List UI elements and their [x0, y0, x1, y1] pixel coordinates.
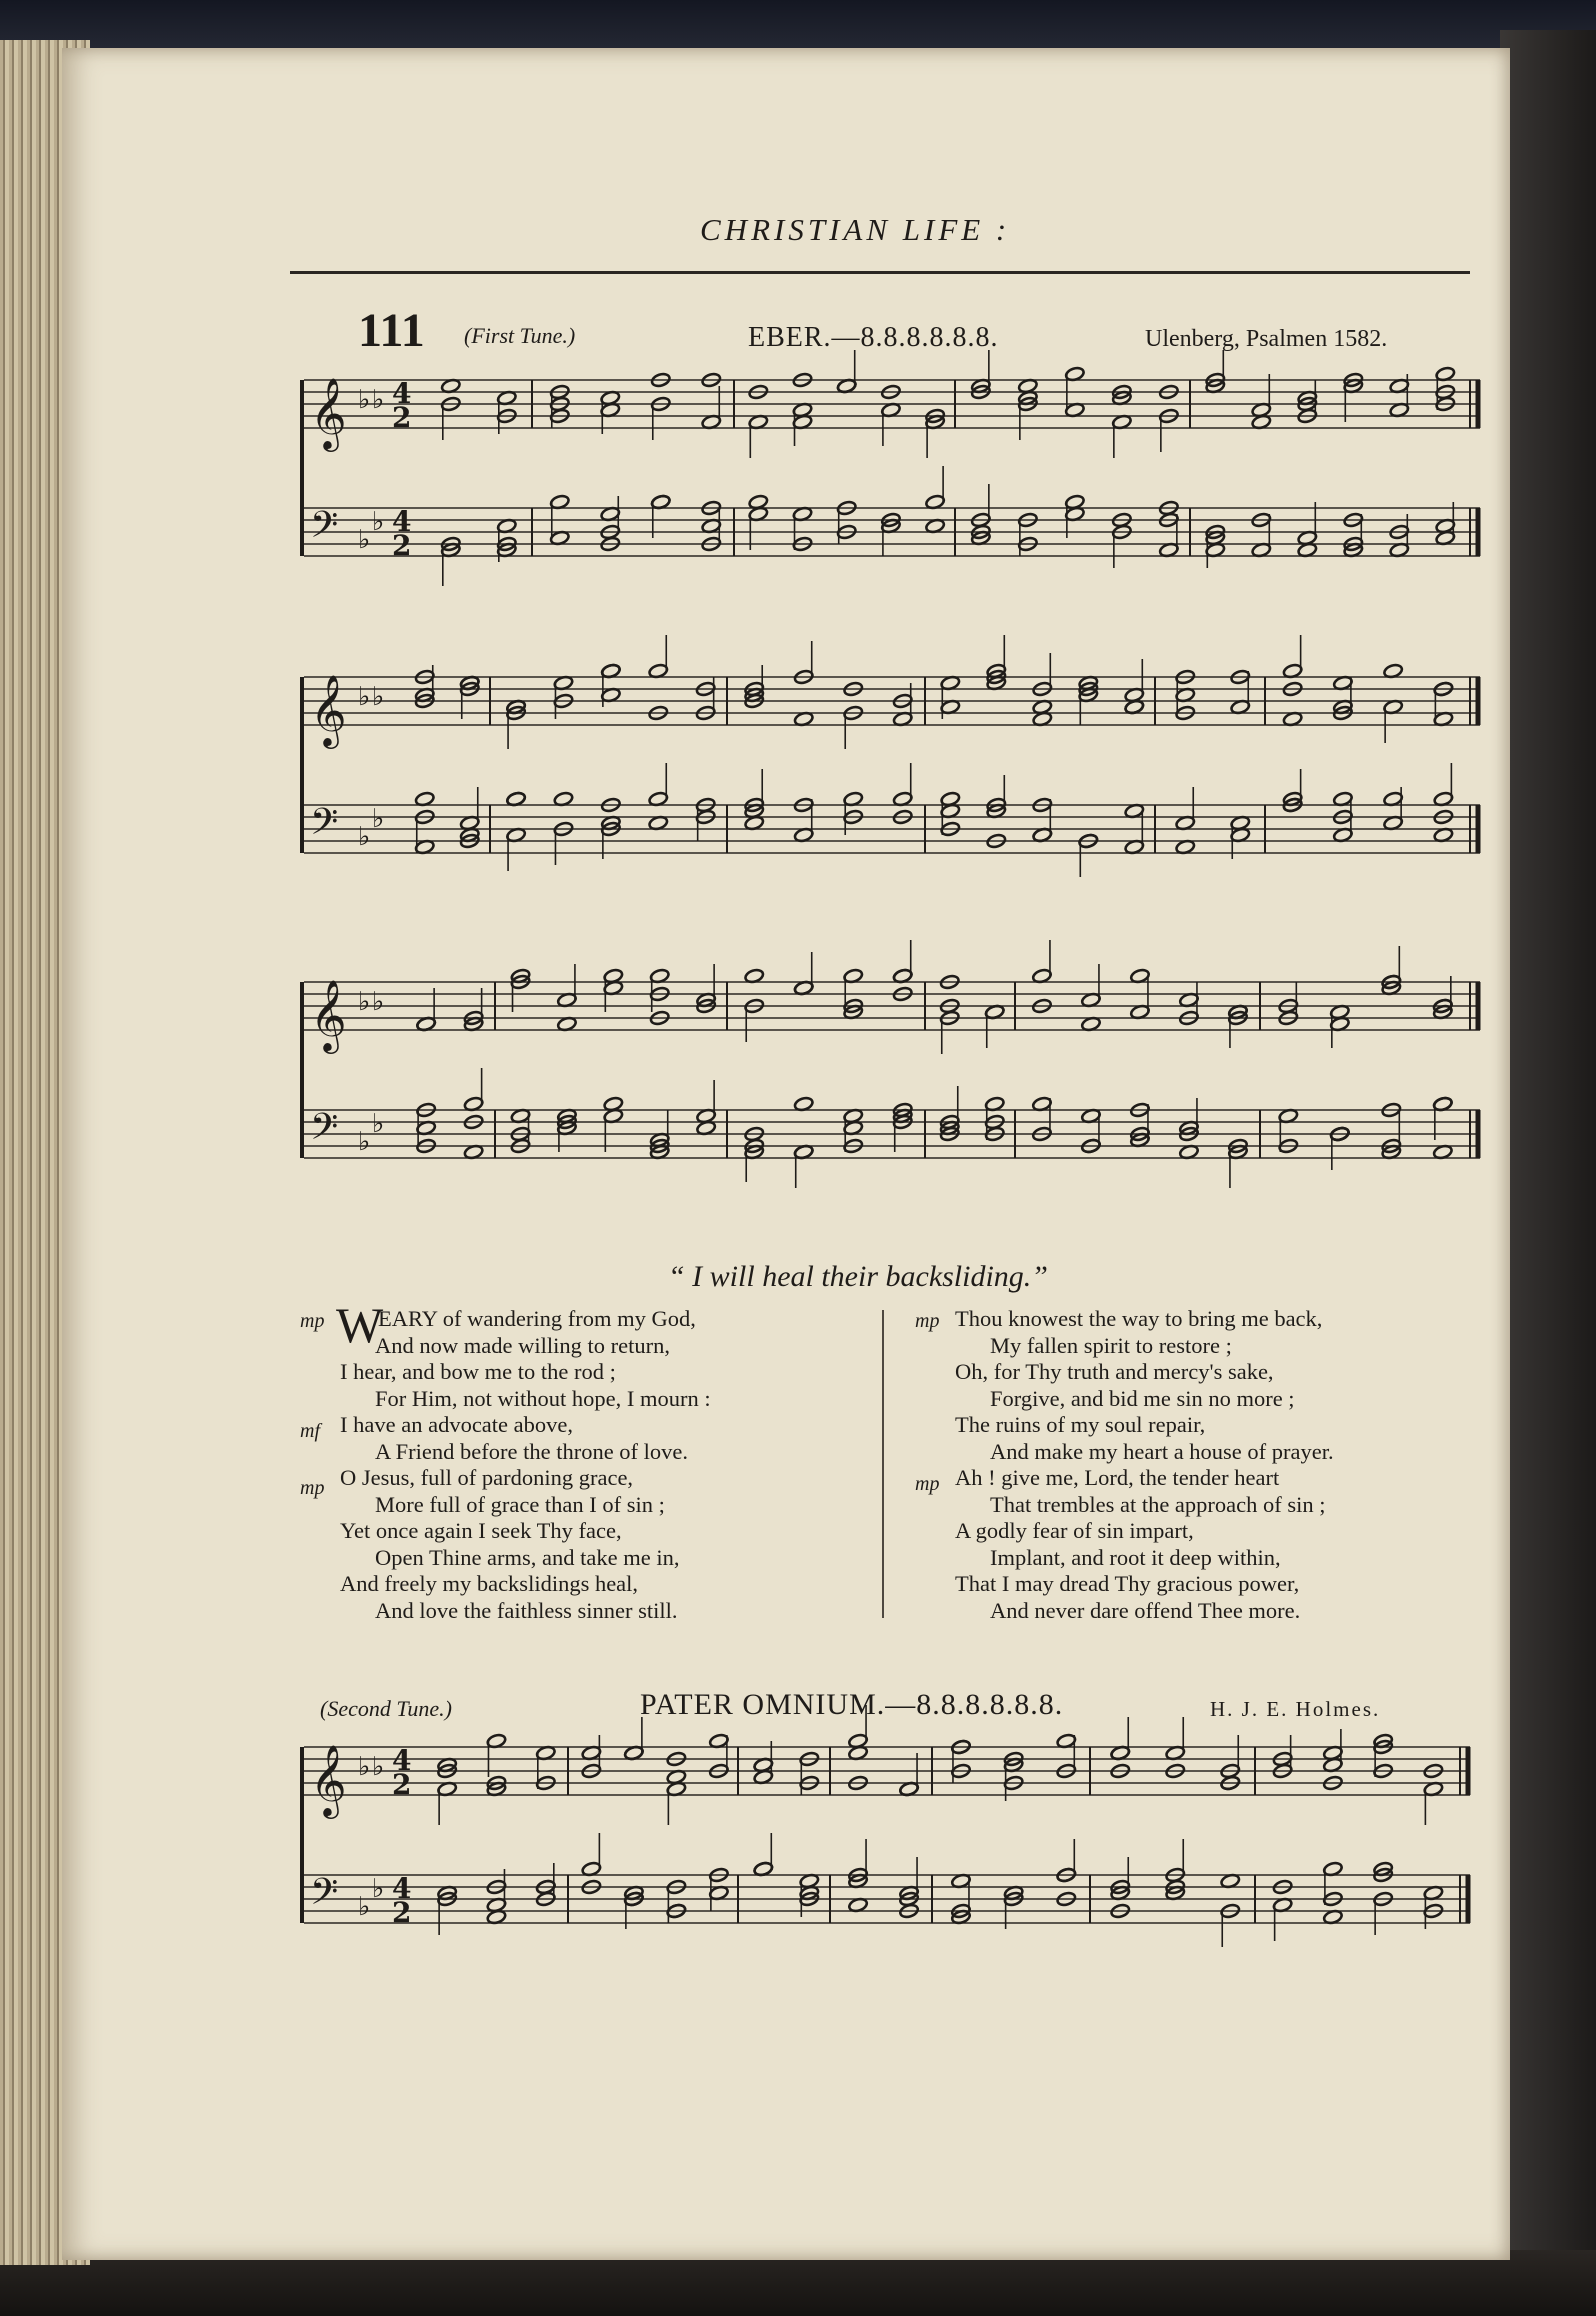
- treble-clef-icon: 𝄞: [310, 1743, 347, 1816]
- first-tune-label: (First Tune.): [464, 323, 576, 348]
- dynamic-marking: mp: [300, 1310, 325, 1332]
- bass-clef-icon: 𝄢: [310, 801, 339, 852]
- music-system-2: [300, 665, 1480, 877]
- verse-line: Forgive, and bid me sin no more ;: [990, 1385, 1295, 1411]
- verse-line: EARY of wandering from my God,: [378, 1306, 696, 1331]
- music-system-4: [300, 1735, 1470, 1947]
- flat-icon: ♭: [358, 525, 371, 555]
- dynamic-marking: mp: [915, 1310, 940, 1332]
- verse-line: O Jesus, full of pardoning grace,: [340, 1465, 634, 1490]
- second-tune-name: PATER OMNIUM.—8.8.8.8.8.8.: [640, 1688, 1064, 1721]
- dynamic-marking: mf: [300, 1420, 320, 1442]
- flat-icon: ♭: [372, 987, 385, 1017]
- verse-line: Thou knowest the way to bring me back,: [955, 1306, 1323, 1331]
- time-signature-bottom: 2: [392, 401, 412, 434]
- verse-line: And now made willing to return,: [375, 1332, 670, 1358]
- drop-cap: W: [336, 1297, 384, 1353]
- time-signature-top: 4: [392, 1744, 412, 1777]
- time-signature-bottom: 2: [392, 1896, 412, 1929]
- verse-line: For Him, not without hope, I mourn :: [375, 1385, 711, 1411]
- dynamic-marking: mp: [300, 1477, 325, 1499]
- music-system-1: [300, 368, 1480, 580]
- verse-line: And make my heart a house of prayer.: [990, 1438, 1334, 1464]
- first-tune-name: EBER.—8.8.8.8.8.8.: [748, 322, 999, 353]
- bass-clef-icon: 𝄢: [310, 1106, 339, 1157]
- treble-clef-icon: 𝄞: [310, 673, 347, 746]
- verse-line: And freely my backslidings heal,: [340, 1571, 639, 1596]
- flat-icon: ♭: [372, 682, 385, 712]
- hymn-number: 111: [358, 304, 425, 357]
- music-staff: [300, 1735, 1470, 1947]
- flat-icon: ♭: [358, 822, 371, 852]
- time-signature-bottom: 2: [392, 1768, 412, 1801]
- hymn-motto: “ I will heal their backsliding.”: [668, 1260, 1048, 1293]
- flat-icon: ♭: [358, 1892, 371, 1922]
- verse-line: Open Thine arms, and take me in,: [375, 1544, 680, 1570]
- time-signature-top: 4: [392, 377, 412, 410]
- verses-right-column: [915, 1306, 1475, 1624]
- book-cover-right: [1500, 30, 1596, 2316]
- flat-icon: ♭: [372, 1109, 385, 1139]
- column-divider: [882, 1310, 884, 1618]
- bass-clef-icon: 𝄢: [310, 504, 339, 555]
- first-tune-composer: Ulenberg, Psalmen 1582.: [1145, 326, 1388, 352]
- music-staff: [300, 665, 1480, 877]
- verses-left-column: [300, 1297, 870, 1624]
- time-signature-top: 4: [392, 505, 412, 538]
- treble-clef-icon: 𝄞: [310, 376, 347, 449]
- flat-icon: ♭: [358, 682, 371, 712]
- verse-line: I hear, and bow me to the rod ;: [340, 1359, 616, 1384]
- flat-icon: ♭: [358, 987, 371, 1017]
- verse-line: My fallen spirit to restore ;: [990, 1332, 1232, 1358]
- verse-line: A godly fear of sin impart,: [955, 1518, 1194, 1543]
- verse-line: Oh, for Thy truth and mercy's sake,: [955, 1359, 1274, 1384]
- verse-line: Yet once again I seek Thy face,: [340, 1518, 622, 1543]
- second-tune-composer: H. J. E. Holmes.: [1210, 1697, 1381, 1721]
- second-tune-label: (Second Tune.): [320, 1696, 452, 1721]
- verse-line: Implant, and root it deep within,: [990, 1544, 1281, 1570]
- bass-clef-icon: 𝄢: [310, 1871, 339, 1922]
- treble-clef-icon: 𝄞: [310, 978, 347, 1051]
- dynamic-marking: mp: [915, 1473, 940, 1495]
- verse-line: And love the faithless sinner still.: [375, 1597, 678, 1623]
- music-staff: [300, 368, 1480, 580]
- verse-line: More full of grace than I of sin ;: [375, 1491, 665, 1517]
- verse-line: That I may dread Thy gracious power,: [955, 1571, 1300, 1596]
- verse-line: The ruins of my soul repair,: [955, 1412, 1206, 1437]
- flat-icon: ♭: [372, 1752, 385, 1782]
- verse-line: That trembles at the approach of sin ;: [990, 1491, 1326, 1517]
- flat-icon: ♭: [358, 385, 371, 415]
- music-staff: [300, 970, 1480, 1182]
- flat-icon: ♭: [358, 1127, 371, 1157]
- running-head: CHRISTIAN LIFE :: [700, 212, 1011, 247]
- flat-icon: ♭: [358, 1752, 371, 1782]
- flat-icon: ♭: [372, 507, 385, 537]
- flat-icon: ♭: [372, 1874, 385, 1904]
- time-signature-top: 4: [392, 1872, 412, 1905]
- head-rule: [290, 271, 1470, 274]
- flat-icon: ♭: [372, 804, 385, 834]
- verse-line: And never dare offend Thee more.: [990, 1597, 1301, 1623]
- music-system-3: [300, 970, 1480, 1182]
- verse-line: A Friend before the throne of love.: [375, 1438, 689, 1464]
- verse-line: Ah ! give me, Lord, the tender heart: [955, 1465, 1280, 1490]
- verse-line: I have an advocate above,: [340, 1412, 573, 1437]
- time-signature-bottom: 2: [392, 529, 412, 562]
- flat-icon: ♭: [372, 385, 385, 415]
